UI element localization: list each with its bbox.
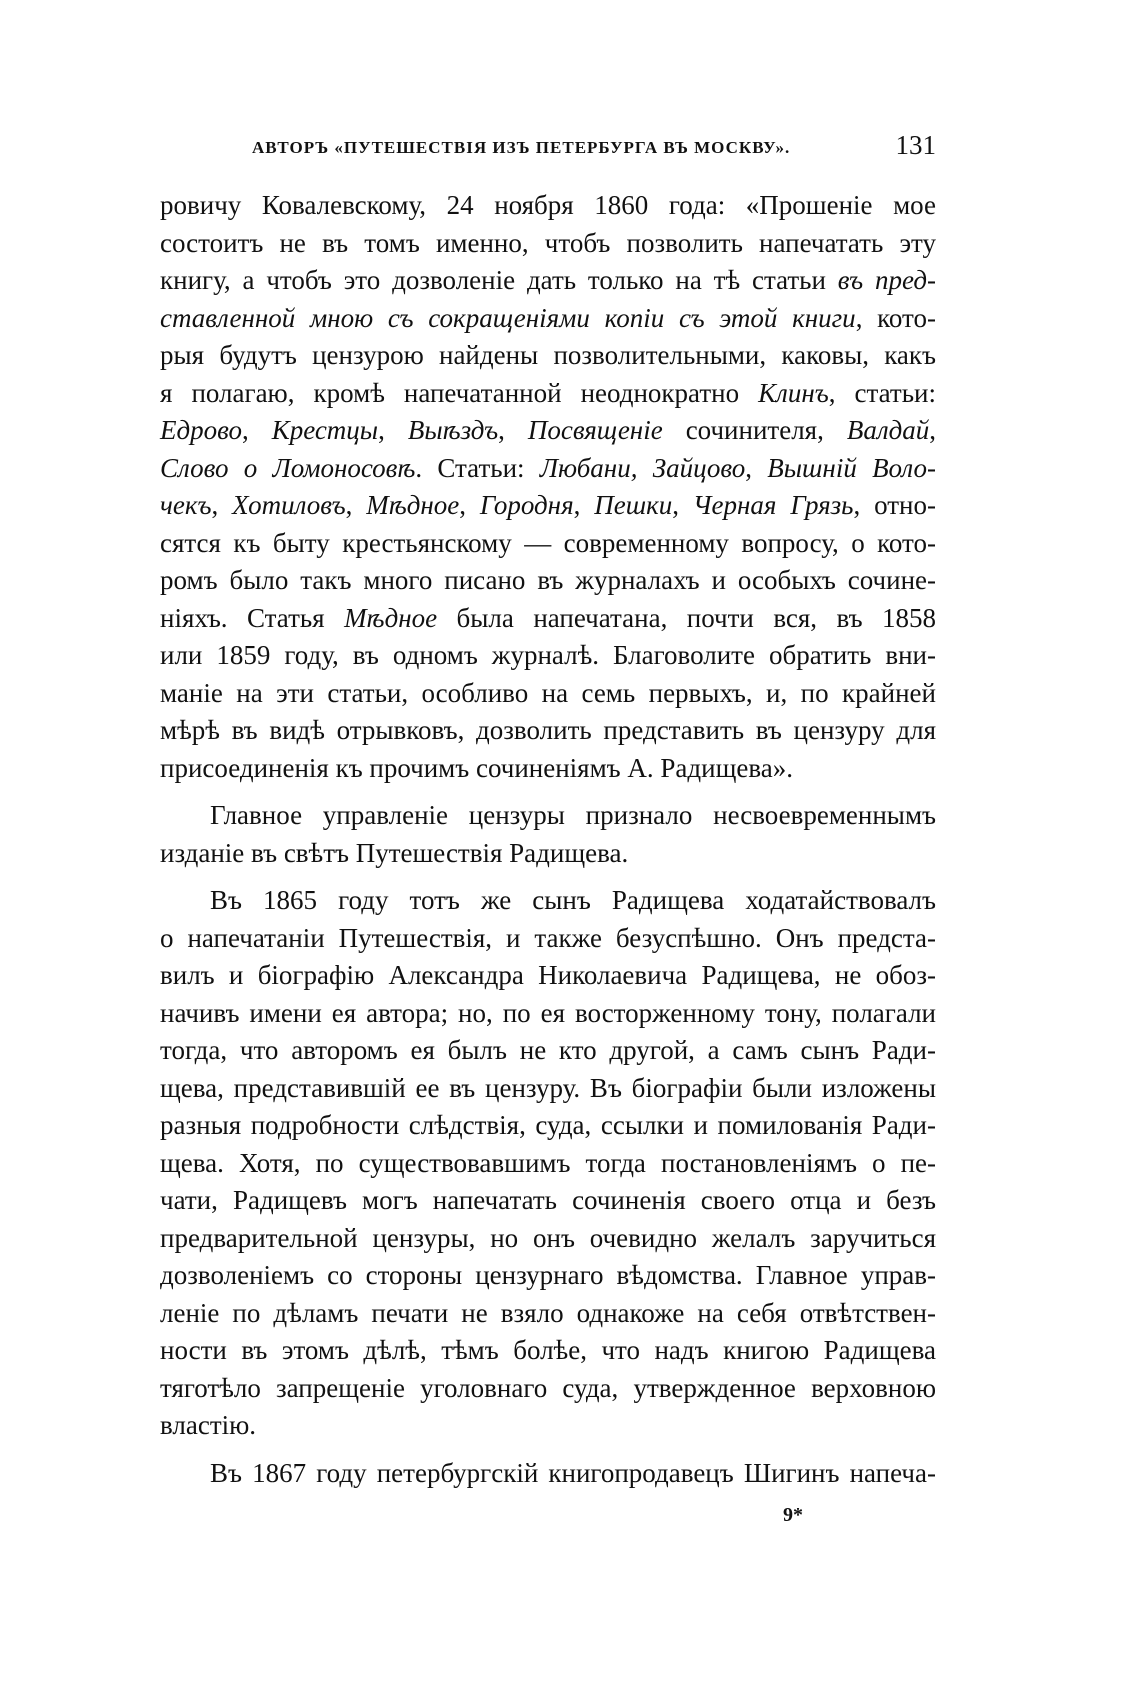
text-line: ности въ этомъ дѣлѣ, тѣмъ болѣе, что надъ книгою Радищева [160, 1335, 936, 1365]
text-line: книгу, а чтобъ это дозволеніе дать только на тѣ статьи въ пред- [160, 265, 936, 295]
text-line: Едрово, Крестцы, Выѣздъ, Посвященіе сочинителя, Валдай, [160, 415, 937, 445]
text-line: властію. [160, 1410, 257, 1440]
text-line: я полагаю, кромѣ напечатанной неоднократно Клинъ, статьи: [160, 377, 936, 408]
text-line: ставленной мною съ сокращеніями копіи съ этой книги, кото- [160, 302, 936, 333]
text-line: присоединенія къ прочимъ сочиненіямъ А. Радищева». [160, 752, 793, 783]
text-line: или 1859 году, въ одномъ журналѣ. Благоволите обратить вни- [160, 640, 936, 670]
text-line: о напечатаніи Путешествія, и также безуспѣшно. Онъ предста- [160, 922, 936, 953]
text-line: щева. Хотя, по существовавшимъ тогда постановленіямъ о пе- [160, 1147, 936, 1178]
text-line: ніяхъ. Статья Мѣдное была напечатана, почти вся, въ 1858 [160, 602, 936, 633]
text-line: мѣрѣ въ видѣ отрывковъ, дозволить представить въ цензуру для [160, 715, 936, 745]
text-line: Главное управленіе цензуры признало несвоевременнымъ [210, 800, 936, 830]
text-line: предварительной цензуры, но онъ очевидно желалъ заручиться [160, 1222, 936, 1253]
text-line: разныя подробности слѣдствія, суда, ссылки и помилованія Ради- [160, 1110, 936, 1140]
text-line: дозволеніемъ со стороны цензурнаго вѣдомства. Главное управ- [160, 1260, 936, 1290]
signature-mark: 9* [783, 1504, 803, 1526]
text-line: чати, Радищевъ могъ напечатать сочиненія своего отца и безъ [160, 1185, 936, 1215]
text-line: маніе на эти статьи, особливо на семь первыхъ, и, по крайней [160, 677, 936, 708]
text-line: ровичу Ковалевскому, 24 ноября 1860 года: «Прошеніе мое [160, 190, 936, 220]
text-line: леніе по дѣламъ печати не взяло однакоже на себя отвѣтствен- [160, 1297, 936, 1328]
page-header [160, 126, 936, 170]
text-line: изданіе въ свѣтъ Путешествія Радищева. [160, 837, 629, 868]
text-line: Въ 1865 году тотъ же сынъ Радищева ходатайствовалъ [210, 885, 936, 915]
text-line: щева, представившій ее въ цензуру. Въ біографіи были изложены [160, 1072, 936, 1103]
text-line: начивъ имени ея автора; но, по ея восторженному тону, полагали [160, 997, 936, 1028]
text-line: сятся къ быту крестьянскому — современному вопросу, о кото- [160, 527, 936, 558]
text-line: ромъ было такъ много писано въ журналахъ и особыхъ сочине- [160, 565, 936, 595]
body-text [160, 187, 936, 1492]
text-line: тяготѣло запрещеніе уголовнаго суда, утвержденное верховною [160, 1372, 936, 1403]
text-line: Въ 1867 году петербургскій книгопродавецъ Шигинъ напеча- [210, 1457, 936, 1488]
text-line: тогда, что авторомъ ея былъ не кто другой, а самъ сынъ Ради- [160, 1035, 936, 1065]
running-title: АВТОРЪ «ПУТЕШЕСТВІЯ ИЗЪ ПЕТЕРБУРГА ВЪ МОСКВУ». [252, 138, 791, 157]
text-line: состоитъ не въ томъ именно, чтобъ позволить напечатать эту [160, 227, 936, 258]
text-line: вилъ и біографію Александра Николаевича Радищева, не обоз- [160, 960, 936, 990]
text-line: Слово о Ломоносовѣ. Статьи: Любани, Зайцово, Вышній Воло- [160, 452, 936, 483]
text-line: рыя будутъ цензурою найдены позволительными, каковы, какъ [160, 340, 936, 370]
page-number: 131 [895, 130, 936, 160]
text-line: чекъ, Хотиловъ, Мѣдное, Городня, Пешки, Черная Грязь, отно- [160, 490, 936, 520]
